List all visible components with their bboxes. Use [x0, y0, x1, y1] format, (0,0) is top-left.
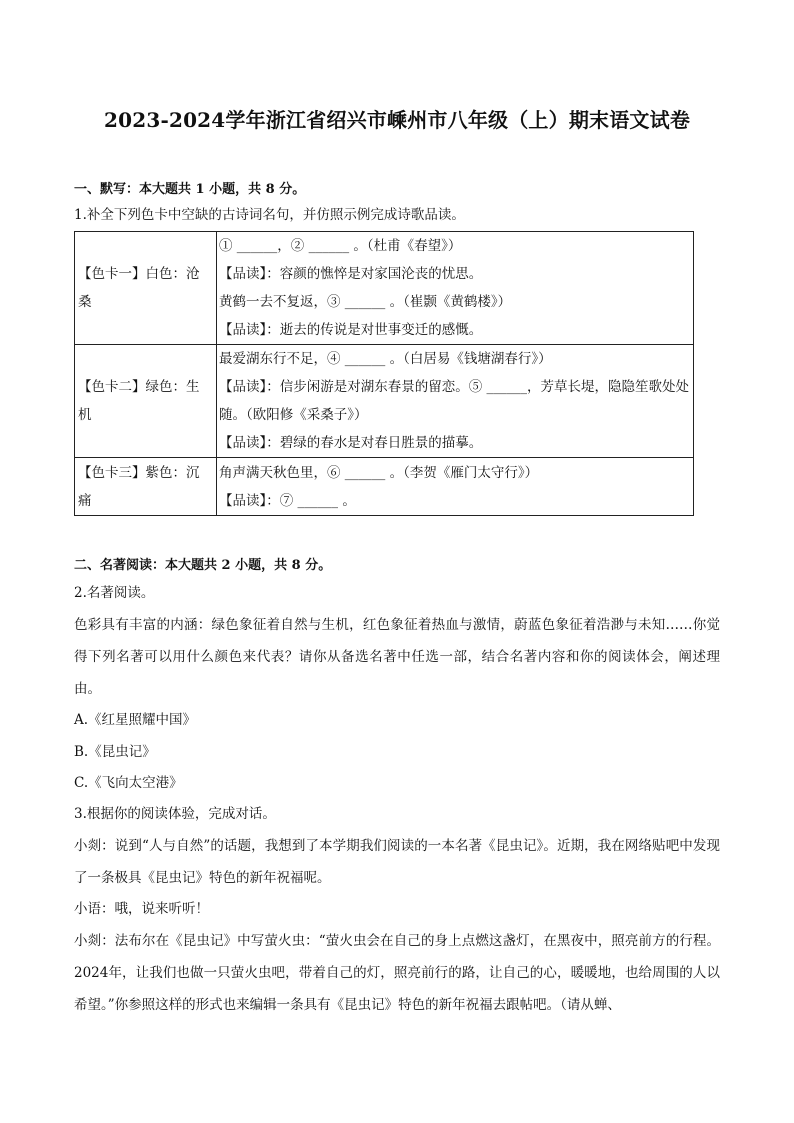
page-title: 2023-2024学年浙江省绍兴市嵊州市八年级（上）期末语文试卷 [103, 108, 691, 132]
dialog-line: 小剡：法布尔在《昆虫记》中写萤火虫：“萤火虫会在自己的身上点燃这盏灯，在黑夜中，照亮前方的行程。 2024年，让我们也做一只萤火虫吧，带着自己的灯，照亮前行的路，让自己的心，暖暖地，也给周围的人以希望。”你参照这样的形式也来编辑一条具有《昆虫记》特色的新年祝福去跟帖吧。（请从蝉、 [74, 933, 720, 1013]
option-c: C.《飞向太空港》 [74, 775, 183, 791]
color-card-content [217, 345, 694, 458]
poem-line: 角声满天秋色里，⑥ ______ 。（李贺《雁门太守行》） [219, 464, 539, 481]
poem-line: 【品读】：容颜的憔悴是对家国沦丧的忧思。 [219, 266, 483, 282]
question-3-title: 3.根据你的阅读体验，完成对话。 [74, 806, 276, 822]
color-card-label: 【色卡一】白色：沧桑 [75, 232, 217, 345]
poem-line: 最爱湖东行不足，④ ______ 。（白居易《钱塘湖春行》） [219, 351, 552, 367]
poem-color-card-table [74, 231, 694, 516]
poem-line: 【品读】：碧绿的春水是对春日胜景的描摹。 [219, 435, 483, 451]
color-card-content [217, 458, 694, 516]
dialog-line: 小剡：说到“人与自然”的话题，我想到了本学期我们阅读的一本名著《昆虫记》。近期，我在网络贴吧中发现了一条极具《昆虫记》特色的新年祝福呢。 [74, 838, 720, 886]
poem-line: 黄鹤一去不复返，③ ______ 。（崔颢《黄鹤楼》） [219, 294, 512, 310]
dialog-line: 小语：哦，说来听听！ [74, 901, 209, 917]
poem-line: 【品读】：⑦ ______ 。 [219, 492, 356, 509]
color-card-content [217, 232, 694, 345]
color-card-label: 【色卡二】绿色：生机 [75, 345, 217, 458]
table-row [75, 232, 694, 345]
table-row [75, 345, 694, 458]
color-card-label: 【色卡三】紫色：沉痛 [75, 458, 217, 516]
table-row [75, 458, 694, 516]
poem-line: 【品读】：逝去的传说是对世事变迁的感慨。 [219, 322, 483, 338]
question-1-prompt: 1.补全下列色卡中空缺的古诗词名句，并仿照示例完成诗歌品读。 [74, 207, 465, 223]
option-b: B.《昆虫记》 [74, 744, 156, 760]
poem-line: ① ______，② ______ 。（杜甫《春望》） [219, 238, 462, 254]
question-2-title: 2.名著阅读。 [74, 585, 155, 601]
section1-heading: 一、默写：本大题共 1 小题，共 8 分。 [74, 182, 306, 197]
poem-line: 【品读】：信步闲游是对湖东春景的留恋。⑤ ______，芳草长堤，隐隐笙歌处处随。（欧阳修《采桑子》） [219, 379, 690, 423]
section2-heading: 二、名著阅读：本大题共 2 小题，共 8 分。 [74, 558, 332, 573]
option-a: A.《红星照耀中国》 [74, 712, 197, 728]
question-2-body: 色彩具有丰富的内涵：绿色象征着自然与生机，红色象征着热血与激情，蔚蓝色象征着浩渺与未知……你觉得下列名著可以用什么颜色来代表？请你从备选名著中任选一部，结合名著内容和你的阅读体会，阐述理由。 [74, 617, 720, 697]
